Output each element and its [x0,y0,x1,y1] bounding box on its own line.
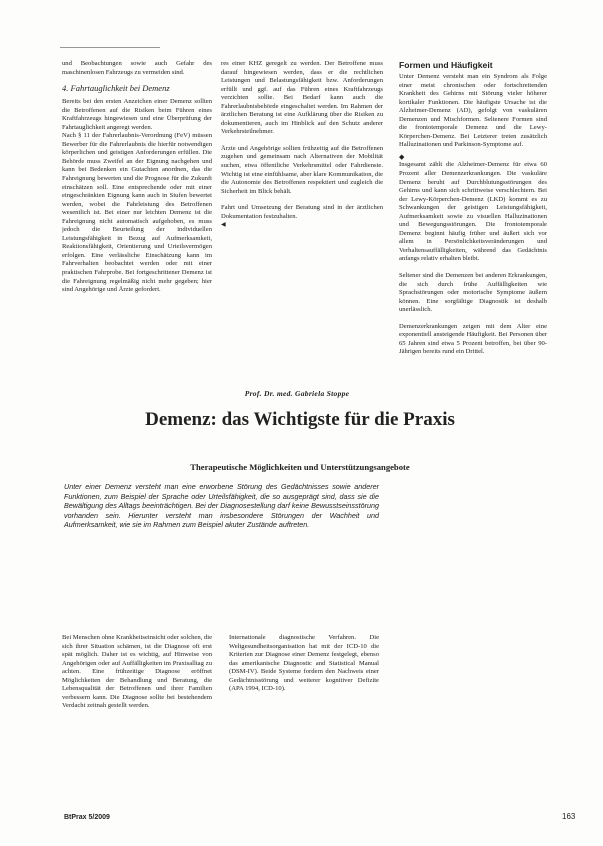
footer-brand-name: BtPrax [64,814,87,821]
article-body-right-text: Internationale diagnostische Verfahren. Die Weltgesundheitsorganisation hat mit der ICD-10 die Kriterien zur Diagnose einer Demenz festgelegt, ebenso das amerikanische Diagnostic and Statistical Manual (DSM-IV). Beide Systeme fordern den Nachweis einer Gedächtnisstörung und weiterer kognitiver Defizite (APA 1994, ICD-10). [229,634,379,693]
footer-brand [64,814,110,821]
right-column-heading: Formen und Häufigkeit [399,60,493,70]
article-title: Demenz: das Wichtigste für die Praxis [145,409,455,430]
article-body-right [229,634,379,734]
article-author: Prof. Dr. med. Gabriela Stoppe [244,389,350,398]
right-paragraph-3: Seltener sind die Demenzen bei anderen Erkrankungen, die sich durch frühe Auffälligkeiten wie Sprachstörungen oder motorische Symptome äußern können. Eine sorgfältige Diagnostik ist deshalb unerlässlich. [399,272,547,314]
middle-paragraph-3: Fahrt und Umsetzung der Beratung sind in der ärztlichen Dokumentation festzuhalten. [221,204,383,220]
asterisk-mark: ◆ [399,152,405,161]
top-rule-left [60,47,160,48]
article-body-left-text: Bei Menschen ohne Krankheitseinsicht oder solchen, die sich ihrer Situation schämen, ist die Diagnose oft erst spät möglich. Daher ist es wichtig, auf Hinweise von Angehörigen oder auf Auffälligkeiten im Praxisalltag zu achten. Eine frühzeitige Diagnose eröffnet Möglichkeiten der Behandlung und Beratung, die Lebensqualität der Betroffenen und ihrer Familien verbessern kann. Die Diagnose sollte bei bestehendem Verdacht zeitnah gestellt werden. [62,634,212,710]
left-column [62,60,212,376]
article-body-left [62,634,212,804]
right-paragraph-1: Unter Demenz versteht man ein Syndrom als Folge einer meist chronischen oder fortschreitenden Krankheit des Gehirns mit Störung vieler höherer kortikaler Funktionen. Die häufigste Ursache ist die Alzheimer-Demenz (AD), gefolgt von vaskulären Demenzen und Mischformen. Seltenere Formen sind die frontotemporale Demenz und die Lewy-Körperchen-Demenz. Bei Letzterer treten zusätzlich Halluzinationen und Parkinson-Symptome auf. [399,73,547,149]
left-paragraph-2: Nach § 11 der Fahrerlaubnis-Verordnung (FeV) müssen Bewerber für die Fahrerlaubnis die hierfür notwendigen körperlichen und geistigen Anforderungen erfüllen. Die Behörde muss Zweifel an der Eignung nachgehen und kann bei Bedenken ein Gutachten anordnen, das die Fahreignung bewerten und die Prognose für die Zukunft einschätzen soll. Eine entsprechende oder mit einer eingeschränkten Eignung kann auch in Stufen bewertet werden, wobei die Fahrleistung des Betroffenen wesentlich ist. Bei einer nur leichten Demenz ist die Fahreignung nicht automatisch aufgehoben, es muss jedoch die Beurteilung der individuellen Leistungsfähigkeit in Bezug auf Aufmerksamkeit, Reaktionsfähigkeit, Orientierung und Urteilsvermögen erfolgen. Eine verlässliche Einschätzung kann im Fahrverhalten beobachtet werden oder mit einer praktischen Fahrprobe. Bei fortgeschrittener Demenz ist die Fahreignung regelmäßig nicht mehr gegeben; hier sind Angehörige und Ärzte gefordert. [62,132,212,294]
left-intro-text: und Beobachtungen sowie auch Gefahr des maschinenlosen Fahrzeugs zu vermeiden sind. [62,60,212,76]
middle-paragraph-1: res einer KHZ geregelt zu werden. Der Betroffene muss darauf hingewiesen werden, dass er die rechtlichen Leistungen und Belastungsfähigkeit bzw. Anforderungen erfüllt und ggf. auf das Führen eines Kraftfahrzeugs verzichten sollte. Bei Bedarf kann auch die Fahrerlaubnisbehörde eingeschaltet werden. Im Rahmen der ärztlichen Beratung ist eine Aufklärung über die Risiken zu dokumentieren, auch im Hinblick auf den Schutz anderer Verkehrsteilnehmer. [221,60,383,136]
footer-issue: 5/2009 [88,814,110,821]
right-paragraph-4: Demenzerkrankungen zeigen mit dem Alter eine exponentiell ansteigende Häufigkeit. Bei Personen über 65 Jahren sind etwa 5 Prozent betroffen, bei über 90-Jährigen bereits rund ein Drittel. [399,322,547,356]
article-subtitle: Therapeutische Möglichkeiten und Unterstützungsangebote [190,462,410,472]
page-number: 163 [562,812,576,821]
middle-paragraph-2: Ärzte und Angehörige sollten frühzeitig auf die Betroffenen zugehen und gemeinsam nach Alternativen der Mobilität suchen, etwa öffentliche Verkehrsmittel oder Fahrdienste. Wichtig ist eine einfühlsame, aber klare Kommunikation, die die Autonomie des Betroffenen respektiert und zugleich die Sicherheit im Blick behält. [221,144,383,195]
middle-column [221,60,383,376]
left-paragraph-1: Bereits bei den ersten Anzeichen einer Demenz sollten die Betroffenen auf die Risiken beim Führen eines Kraftfahrzeugs hingewiesen und eine Überprüfung der Fahrtauglichkeit angeregt werden. [62,98,212,131]
article-lead: Unter einer Demenz versteht man eine erworbene Störung des Gedächtnisses sowie anderer Funktionen, zum Beispiel der Sprache oder Urteilsfähigkeit, die so ausgeprägt sind, dass sie die Bewältigung des Alltags beeinträchtigen. Bei der Diagnosestellung darf keine Bewusstseinsstörung vorhanden sein. Hierunter versteht man insbesondere Störungen der Wachheit und Aufmerksamkeit, wie sie im Rahmen zum Beispiel akuter Zustände auftreten. [64,482,379,530]
right-paragraph-2: Insgesamt zählt die Alzheimer-Demenz für etwa 60 Prozent aller Demenzerkrankungen. Die vaskuläre Demenz beruht auf Durchblutungsstörungen des Gehirns und kann sich schrittweise verschlechtern. Bei der Lewy-Körperchen-Demenz (LKD) kommt es zu Schwankungen der geistigen Leistungsfähigkeit, Aufmerksamkeit sowie zu visuellen Halluzinationen und Bewegungsstörungen. Die frontotemporale Demenz beginnt häufig früher und äußert sich vor allem in Persönlichkeitsveränderungen und Verhaltensauffälligkeiten, während das Gedächtnis anfangs relativ erhalten bleibt. [399,161,547,263]
section-heading: 4. Fahrtauglichkeit bei Demenz [62,83,170,94]
end-of-section-mark: ◀ [221,222,226,229]
